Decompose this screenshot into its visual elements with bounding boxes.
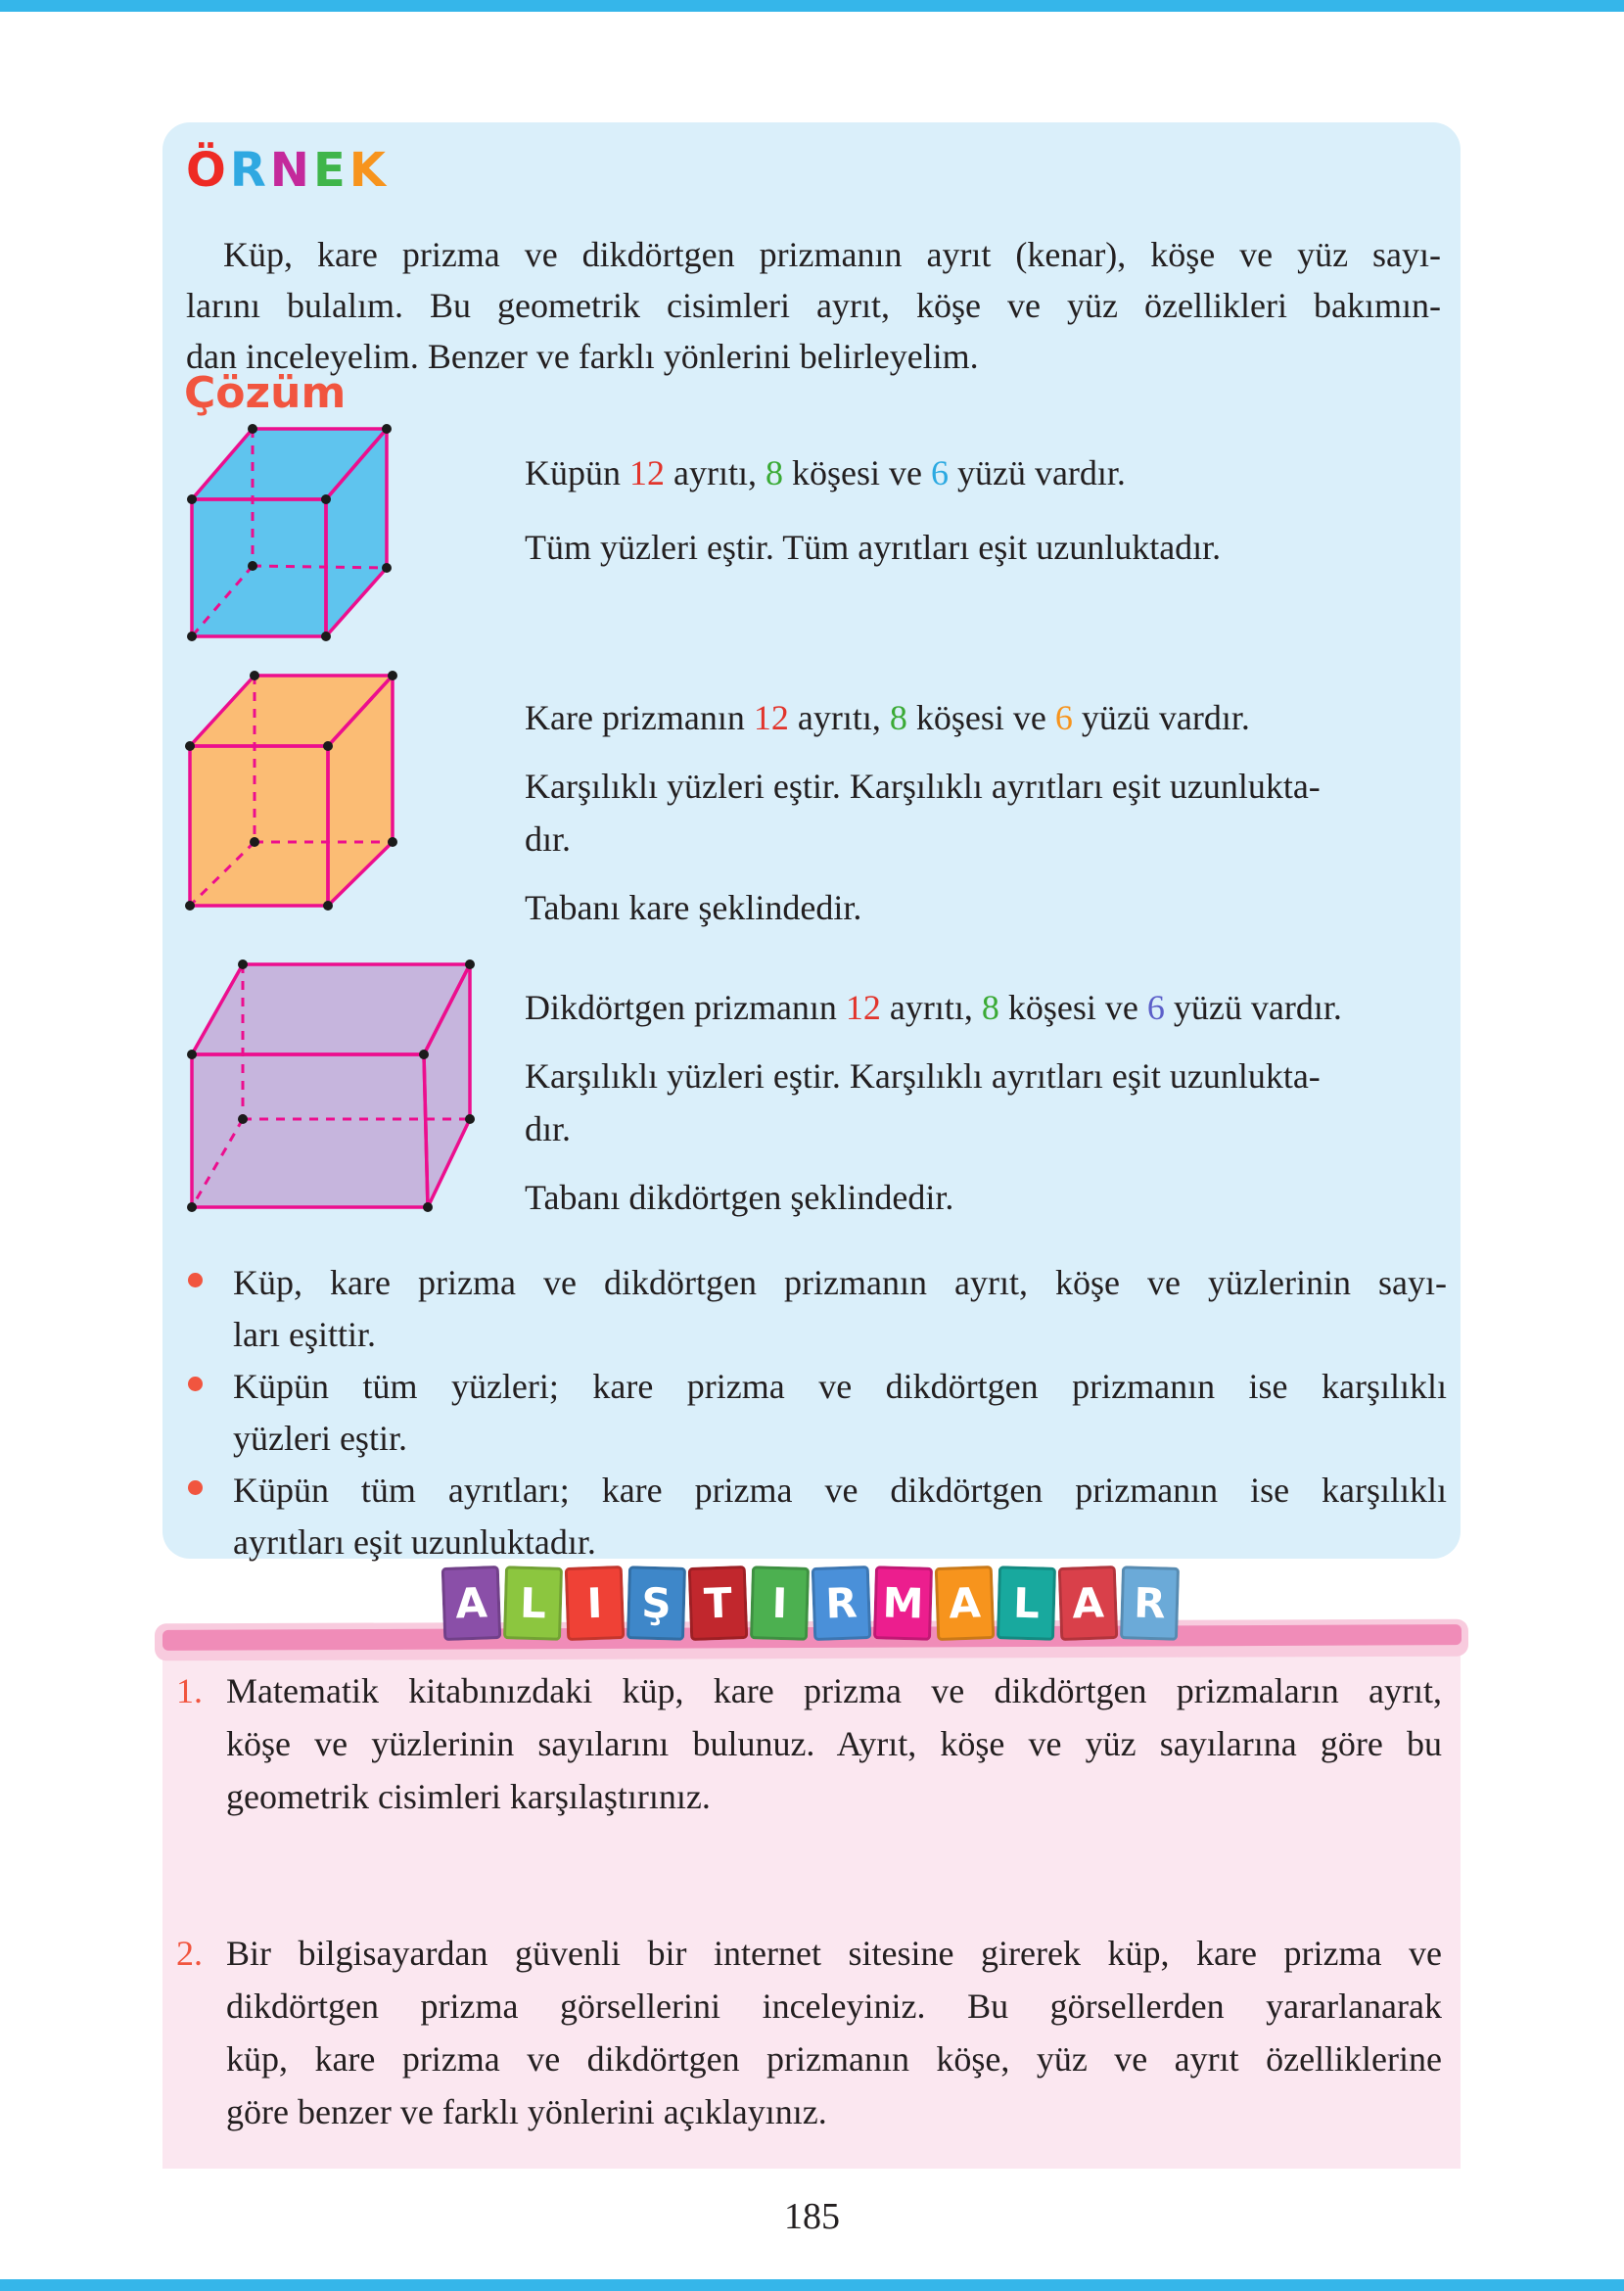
solution-paragraph [525, 691, 1464, 744]
text-line: Küp, kare prizma ve dikdörtgen prizmanın ayrıt, köşe ve yüzlerinin sayı- [233, 1263, 1447, 1302]
solution-paragraph [525, 981, 1464, 1034]
solution-paragraph [525, 881, 1464, 934]
banner-letter-block: A [935, 1566, 996, 1641]
cube-solution-text [525, 446, 1464, 595]
text-line: Bir bilgisayardan güvenli bir internet sitesine girerek küp, kare prizma ve [226, 1934, 1442, 1973]
top-decorative-bar [0, 0, 1624, 12]
bullet-dot-icon [188, 1377, 203, 1391]
exercise-text [226, 1927, 1442, 2138]
banner-letter-block: Ş [626, 1566, 686, 1641]
banner-letter-block: I [750, 1566, 810, 1641]
text-line: Karşılıklı yüzleri eştir. Karşılıklı ayrıtları eşit uzunlukta- [525, 767, 1321, 806]
text-line: dikdörtgen prizma görsellerini inceleyiniz. Bu görsellerden yararlanarak [226, 1987, 1442, 2026]
title-letter: Ö [186, 143, 230, 198]
text-line: göre benzer ve farklı yönlerini açıklayınız. [226, 2092, 827, 2131]
banner-letter-block: A [441, 1566, 502, 1641]
solution-paragraph [525, 760, 1464, 865]
text-line: Küpün tüm yüzleri; kare prizma ve dikdörtgen prizmanın ise karşılıklı [233, 1367, 1447, 1406]
square-prism-solution-text [525, 691, 1464, 950]
text-line: Küp, kare prizma ve dikdörtgen prizmanın ayrıt (kenar), köşe ve yüz sayı- [223, 235, 1441, 274]
text-line: Tabanı kare şeklindedir. [525, 888, 862, 927]
banner-letter-block: L [997, 1566, 1056, 1641]
title-letter: R [229, 143, 270, 198]
text-line: Küpün 12 ayrıtı, 8 köşesi ve 6 yüzü vardır. [525, 453, 1126, 492]
page-number: 185 [784, 2196, 840, 2237]
rectangular-prism-figure [184, 957, 478, 1217]
bottom-decorative-bar [0, 2279, 1624, 2291]
text-line: Tüm yüzleri eştir. Tüm ayrıtları eşit uzunluktadır. [525, 528, 1222, 567]
bullet-dot-icon [188, 1480, 203, 1495]
bullet-dot-icon [188, 1273, 203, 1287]
solution-paragraph [525, 1171, 1464, 1224]
banner-letter-block: L [503, 1566, 563, 1641]
exercise-number: 1. [176, 1671, 203, 1710]
bullet-item [186, 1361, 1447, 1465]
text-line: dır. [525, 819, 572, 859]
text-line: Matematik kitabınızdaki küp, kare prizma ve dikdörtgen prizmaların ayrıt, [226, 1671, 1442, 1710]
solution-paragraph [525, 521, 1464, 574]
text-line: larını bulalım. Bu geometrik cisimleri ayrıt, köşe ve yüz özellikleri bakımın- [186, 286, 1441, 325]
text-line: geometrik cisimleri karşılaştırınız. [226, 1777, 711, 1816]
banner-letter-block: M [873, 1566, 933, 1641]
text-line: küp, kare prizma ve dikdörtgen prizmanın köşe, yüz ve ayrıt özelliklerine [226, 2039, 1442, 2079]
banner-letter-block: A [1058, 1566, 1119, 1641]
exercise-number: 2. [176, 1934, 203, 1973]
exercise-text [226, 1664, 1442, 1823]
exercise-item [176, 1927, 1449, 2138]
text-line: Küpün tüm ayrıtları; kare prizma ve dikdörtgen prizmanın ise karşılıklı [233, 1471, 1447, 1510]
text-line: ları eşittir. [233, 1315, 376, 1354]
exercises-panel [162, 1649, 1461, 2169]
text-line: dan inceleyelim. Benzer ve farklı yönlerini belirleyelim. [186, 337, 979, 376]
text-line: Kare prizmanın 12 ayrıtı, 8 köşesi ve 6 yüzü vardır. [525, 698, 1250, 737]
text-line: Tabanı dikdörtgen şeklindedir. [525, 1178, 954, 1217]
banner-letter-block: T [688, 1566, 749, 1641]
cube-figure [184, 419, 395, 646]
banner-letter-block: R [812, 1566, 872, 1641]
banner-letter-block: I [565, 1566, 626, 1641]
alistirmalar-heading [442, 1566, 1179, 1640]
bullet-item [186, 1465, 1447, 1568]
text-line: ayrıtları eşit uzunluktadır. [233, 1522, 596, 1562]
summary-bullet-list [186, 1257, 1447, 1568]
title-letter: K [348, 143, 390, 198]
text-line: köşe ve yüzlerinin sayılarını bulunuz. Ayrıt, köşe ve yüz sayılarına göre bu [226, 1724, 1442, 1763]
banner-letter-block: R [1120, 1566, 1180, 1641]
example-paragraph [186, 229, 1441, 382]
text-line: Karşılıklı yüzleri eştir. Karşılıklı ayrıtları eşit uzunlukta- [525, 1056, 1321, 1096]
square-prism-figure [182, 668, 401, 914]
rectangular-prism-solution-text [525, 981, 1464, 1239]
bullet-item [186, 1257, 1447, 1361]
solution-paragraph [525, 446, 1464, 499]
text-line: dır. [525, 1109, 572, 1148]
text-line: Dikdörtgen prizmanın 12 ayrıtı, 8 köşesi ve 6 yüzü vardır. [525, 988, 1342, 1027]
solution-paragraph [525, 1050, 1464, 1155]
cozum-heading: Çözüm [184, 368, 347, 418]
exercise-item [176, 1664, 1449, 1823]
ornek-heading [186, 143, 390, 198]
title-letter: N [269, 143, 313, 198]
text-line: yüzleri eştir. [233, 1419, 407, 1458]
title-letter: E [312, 143, 349, 198]
